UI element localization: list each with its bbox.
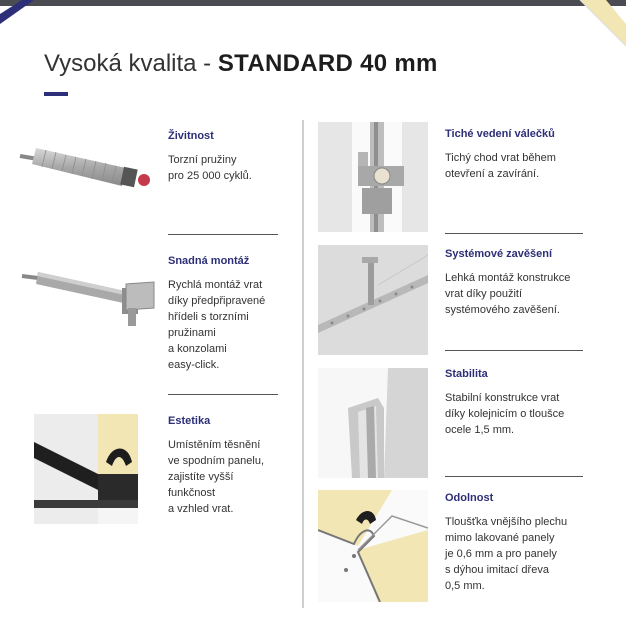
title-underline — [44, 92, 68, 96]
feature-stability — [445, 368, 595, 438]
divider-line — [445, 233, 583, 234]
feature-text: Torzní pružiny pro 25 000 cyklů. — [168, 154, 252, 182]
hanger-rail-image — [318, 245, 428, 355]
feature-durability — [445, 492, 595, 594]
feature-heading: Estetika — [168, 415, 211, 427]
feature-text: Umístěním těsnění ve spodním panelu, zajistíte vyšší funkčnost a vzhled vrat. — [168, 439, 265, 515]
panel-section-image — [318, 490, 428, 602]
feature-easy-installation — [168, 255, 293, 373]
page-title-light: Vysoká kvalita - — [44, 50, 218, 77]
feature-lifespan — [168, 130, 293, 184]
roller-guide-image — [318, 122, 428, 232]
shaft-bracket-image — [18, 264, 158, 328]
feature-text: Rychlá montáž vrat díky předpřipravené hřídeli s torzními pružinami a konzolami easy-click. — [168, 279, 266, 371]
page-title-bold: STANDARD 40 mm — [217, 50, 438, 77]
feature-text: Stabilní konstrukce vrat díky kolejnicím o tloušce ocele 1,5 mm. — [445, 392, 565, 436]
top-bar — [0, 0, 626, 6]
bottom-seal-image — [34, 414, 138, 524]
feature-text: Lehká montáž konstrukce vrat díky použití systémového zavěšení. — [445, 272, 571, 316]
page-title — [44, 50, 438, 78]
divider-line — [445, 476, 583, 477]
feature-quiet-rollers — [445, 128, 595, 182]
feature-heading: Snadná montáž — [168, 255, 250, 267]
rail-profile-image — [318, 368, 428, 478]
feature-heading: Stabilita — [445, 368, 488, 380]
feature-aesthetics — [168, 415, 293, 517]
feature-heading: Systémové zavěšení — [445, 248, 553, 260]
divider-line — [445, 350, 583, 351]
corner-foam-decoration — [566, 0, 626, 50]
feature-system-hanging — [445, 248, 595, 318]
feature-heading: Odolnost — [445, 492, 494, 504]
divider-line — [168, 234, 278, 235]
torsion-spring-image — [18, 128, 156, 198]
feature-text: Tichý chod vrat během otevření a zavírání. — [445, 152, 556, 180]
corner-stripe-decoration — [0, 0, 60, 50]
feature-heading: Živitnost — [168, 130, 214, 142]
column-divider — [302, 120, 304, 608]
divider-line — [168, 394, 278, 395]
feature-text: Tloušťka vnějšího plechu mimo lakované panely je 0,6 mm a pro panely s dýhou imitací dřeva 0,5 mm. — [445, 516, 568, 592]
feature-heading: Tiché vedení válečků — [445, 128, 555, 140]
